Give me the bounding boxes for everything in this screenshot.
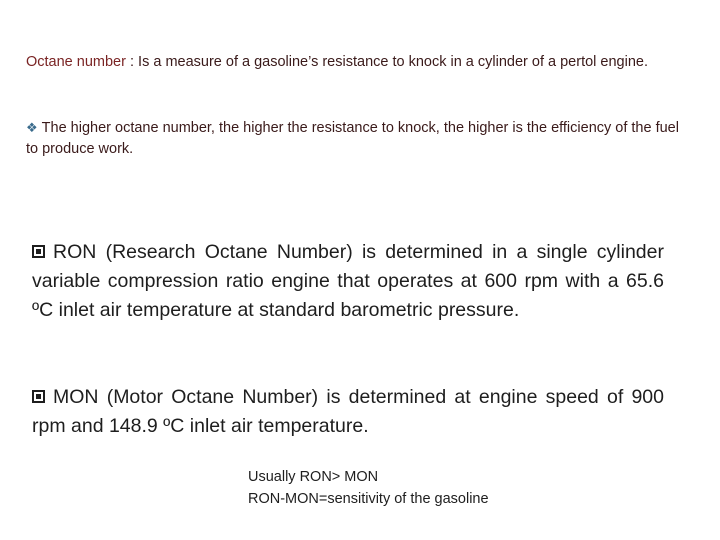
- footer-line-2: RON-MON=sensitivity of the gasoline: [248, 491, 489, 507]
- ron-paragraph: [32, 238, 664, 325]
- mon-text: MON (Motor Octane Number) is determined at engine speed of 900 rpm and 148.9 ºC inlet air temperature.: [32, 386, 664, 437]
- ron-text: RON (Research Octane Number) is determined in a single cylinder variable compression ratio engine that operates at 600 rpm with a 65.6 ºC inlet air temperature at standard barometric pressure.: [32, 241, 664, 321]
- definition: [26, 52, 692, 73]
- footer-notes: [248, 466, 489, 510]
- footer-line-1: Usually RON> MON: [248, 469, 379, 485]
- note: [26, 117, 692, 160]
- definition-text: Is a measure of a gasoline’s resistance to knock in a cylinder of a pertol engine.: [138, 54, 648, 70]
- definition-separator: :: [125, 54, 139, 70]
- definition-term: Octane number: [26, 54, 126, 70]
- note-text: The higher octane number, the higher the resistance to knock, the higher is the efficiency of the fuel to produce work.: [26, 120, 679, 157]
- checkbox-bullet-icon: [32, 390, 45, 403]
- mon-paragraph: [32, 383, 664, 441]
- checkbox-bullet-icon: [32, 245, 45, 258]
- diamond-bullet-icon: ❖: [26, 120, 38, 135]
